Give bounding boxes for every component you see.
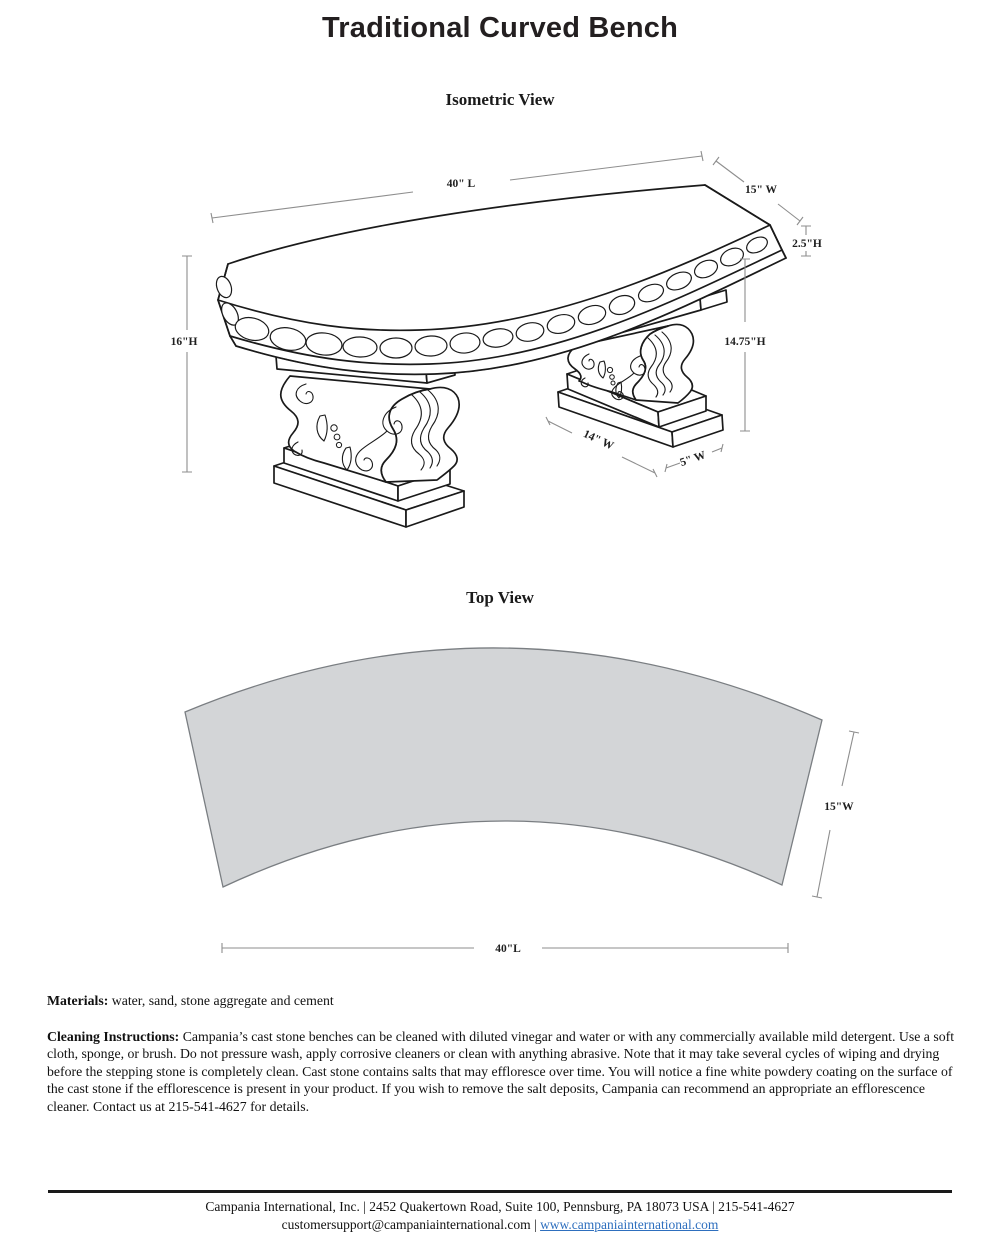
top-view-heading: Top View bbox=[466, 588, 534, 607]
page-title: Traditional Curved Bench bbox=[321, 12, 679, 44]
isometric-view-heading: Isometric View bbox=[445, 90, 555, 109]
materials-text: water, sand, stone aggregate and cement bbox=[108, 993, 334, 1008]
top-view-drawing bbox=[0, 620, 1000, 970]
footer-address-line: Campania International, Inc. | 2452 Quakertown Road, Suite 100, Pennsburg, PA 18073 USA | 215-541-4627 bbox=[205, 1199, 795, 1214]
footer-website-link[interactable]: www.campaniainternational.com bbox=[540, 1217, 719, 1232]
dim-label-length: 40" L bbox=[446, 178, 476, 190]
dim-label-seat-thickness: 2.5"H bbox=[792, 238, 822, 250]
dim-label-overall-height: 16"H bbox=[170, 336, 198, 348]
dim-label-base-length: 14" W bbox=[581, 428, 616, 453]
isometric-bench-drawing bbox=[0, 140, 1000, 535]
footer-contact-line bbox=[0, 1217, 1000, 1233]
footer-separator: | bbox=[530, 1217, 541, 1232]
materials-paragraph bbox=[47, 992, 955, 1009]
bench-left-leg bbox=[274, 356, 464, 527]
footer-divider bbox=[48, 1190, 952, 1193]
cleaning-instructions-text: Campania’s cast stone benches can be cleaned with diluted vinegar and water or with any commercially available mild detergent. Use a soft cloth, sponge, or brush. Do not pressure wash, apply corrosive cleaners or clean with anything abrasive. Note that it may take several cycles of wiping and drying before the stepping stone is completely clean. Cast stone contains salts that may effloresce over time. You will notice a fine white powdery coating on the surface of the cast stone if the efflorescence is present in your product. If you wish to remove the salt deposits, Campania can recommend an appropriate an efflorescence cleaner. Contact us at 215-541-4627 for details. bbox=[47, 1029, 955, 1114]
materials-label: Materials: bbox=[47, 993, 109, 1008]
cleaning-instructions-label: Cleaning Instructions: bbox=[47, 1029, 180, 1044]
dim-label-top-length: 40"L bbox=[495, 943, 521, 955]
footer-email: customersupport@campaniainternational.com bbox=[281, 1217, 531, 1232]
cleaning-instructions-paragraph bbox=[47, 1028, 955, 1115]
dim-label-top-width: 15"W bbox=[824, 801, 854, 813]
dim-label-base-width: 5" W bbox=[678, 449, 708, 470]
seat-plan-shape bbox=[185, 648, 822, 887]
dim-label-leg-height: 14.75"H bbox=[724, 336, 766, 348]
bench-seat bbox=[214, 185, 786, 374]
dim-label-width: 15" W bbox=[744, 184, 778, 196]
